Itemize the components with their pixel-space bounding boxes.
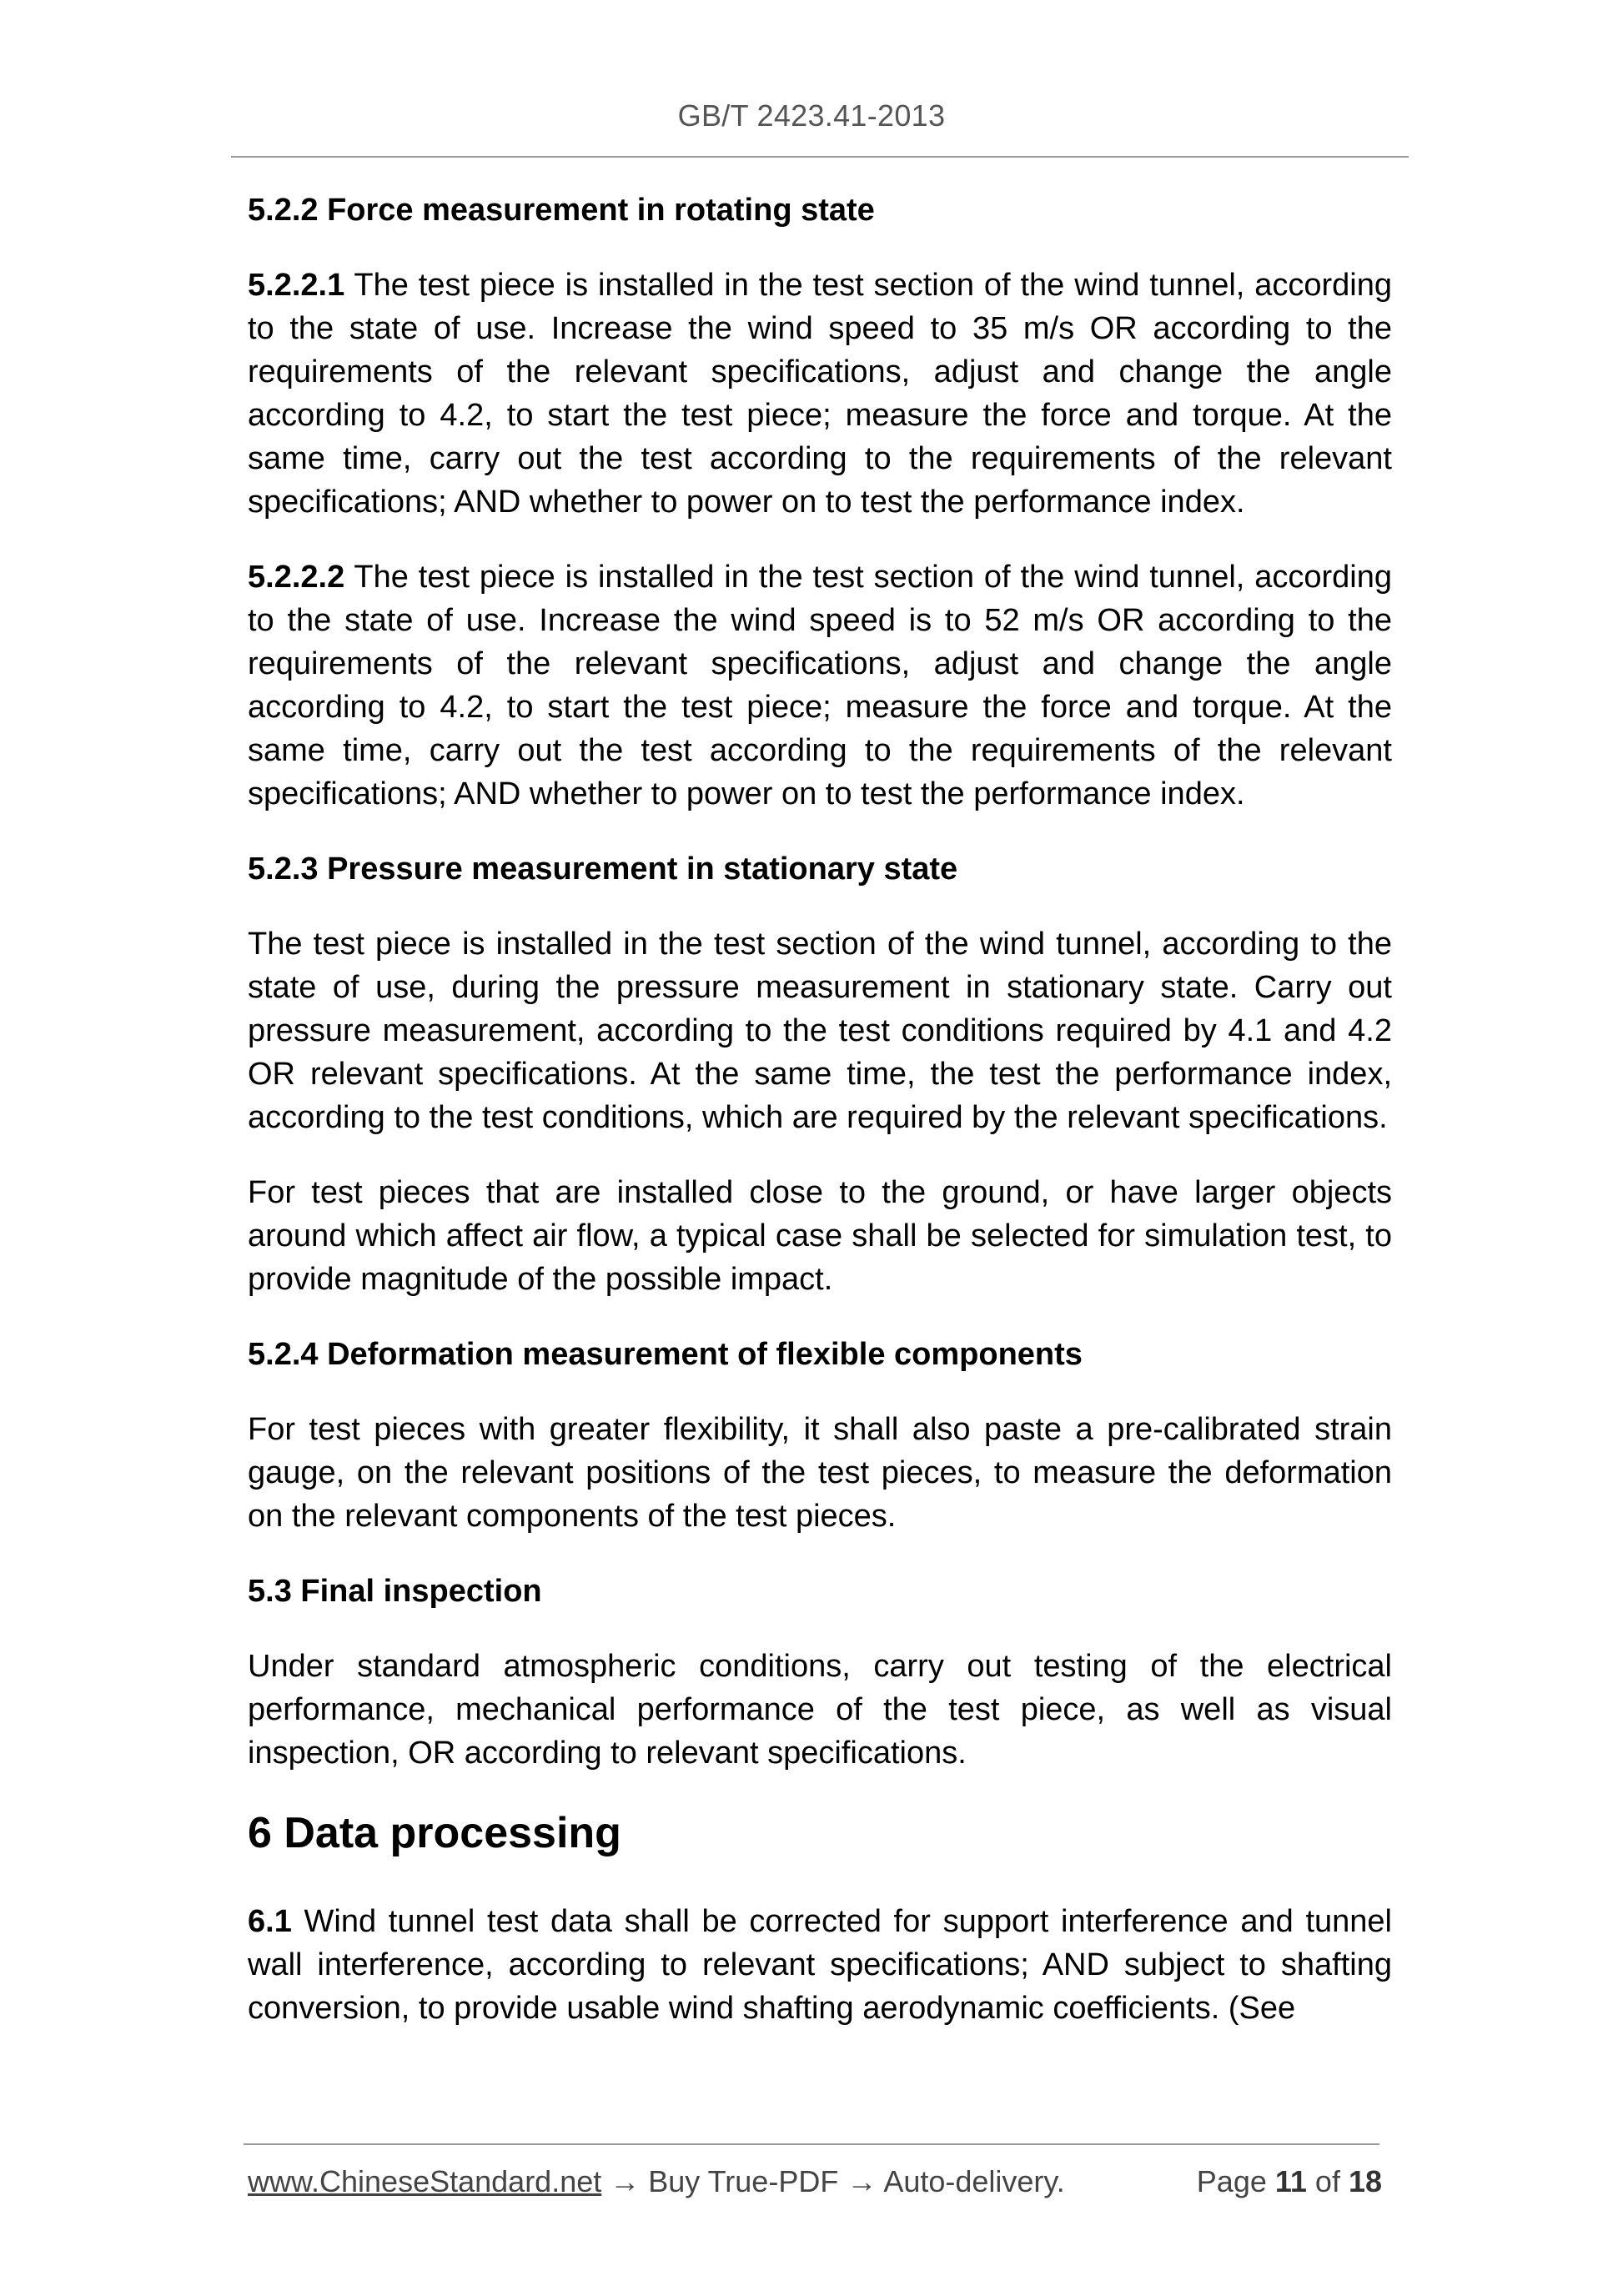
of-label: of: [1306, 2164, 1349, 2198]
page-label: Page: [1196, 2164, 1275, 2198]
section-heading-5-2-2: 5.2.2 Force measurement in rotating state: [248, 193, 875, 228]
footer-divider: [244, 2143, 1379, 2145]
section-heading-5-3: 5.3 Final inspection: [248, 1574, 542, 1609]
clause-text: The test piece is installed in the test section of the wind tunnel, according to the state of use. Increase the wind speed to 35 m/s OR according to the requirements of the relevant specifications, adjust and change the angle according to 4.2, to start the test piece; measure the force and torque. At the same time, carry out the test according to the requirements of the relevant specifications; AND whether to power on to test the performance index.: [248, 268, 1392, 520]
chapter-heading-6: 6 Data processing: [248, 1809, 621, 1857]
clause-6-1: [248, 1900, 1392, 2030]
paragraph-5-2-3-b: For test pieces that are installed close to the ground, or have larger objects around which affect air flow, a typical case shall be selected for simulation test, to provide magnitude of the possible impact.: [248, 1175, 1392, 1297]
footer-tagline: → Buy True-PDF → Auto-delivery.: [601, 2164, 1065, 2198]
clause-number: 5.2.2.1: [248, 268, 345, 303]
page-header: GB/T 2423.41-2013: [677, 98, 946, 133]
paragraph-5-3: Under standard atmospheric conditions, carry out testing of the electrical performance, mechanical performance of the test piece, as well as visual inspection, OR according to relevant specifications.: [248, 1649, 1392, 1771]
clause-5-2-2-1: [248, 264, 1392, 524]
header-divider: [231, 156, 1409, 158]
page-number: 11: [1274, 2164, 1307, 2198]
website-link[interactable]: www.ChineseStandard.net: [248, 2164, 602, 2198]
page-total: 18: [1348, 2164, 1382, 2198]
page-content: [248, 188, 1392, 2062]
section-heading-5-2-3: 5.2.3 Pressure measurement in stationary state: [248, 852, 958, 887]
page-indicator: [1197, 2162, 1382, 2202]
clause-5-2-2-2: [248, 555, 1392, 816]
clause-number: 6.1: [248, 1904, 292, 1939]
clause-number: 5.2.2.2: [248, 560, 345, 595]
paragraph-5-2-3-a: The test piece is installed in the test section of the wind tunnel, according to the state of use, during the pressure measurement in stationary state. Carry out pressure measurement, according to the test conditions required by 4.1 and 4.2 OR relevant specifications. At the same time, the test the performance index, according to the test conditions, which are required by the relevant specifications.: [248, 927, 1392, 1135]
clause-text: The test piece is installed in the test section of the wind tunnel, according to the state of use. Increase the wind speed is to 52 m/s OR according to the requirements of the relevant specifications, adjust and change the angle according to 4.2, to start the test piece; measure the force and torque. At the same time, carry out the test according to the requirements of the relevant specifications; AND whether to power on to test the performance index.: [248, 560, 1392, 811]
paragraph-5-2-4: For test pieces with greater flexibility, it shall also paste a pre-calibrated strain gauge, on the relevant positions of the test pieces, to measure the deformation on the relevant components of the test pieces.: [248, 1412, 1392, 1534]
page-footer: [248, 2162, 1382, 2202]
section-heading-5-2-4: 5.2.4 Deformation measurement of flexible components: [248, 1337, 1083, 1372]
clause-text: Wind tunnel test data shall be corrected for support interference and tunnel wall interference, according to relevant specifications; AND subject to shafting conversion, to provide usable wind shafting aerodynamic coefficients. (See: [248, 1904, 1392, 2026]
